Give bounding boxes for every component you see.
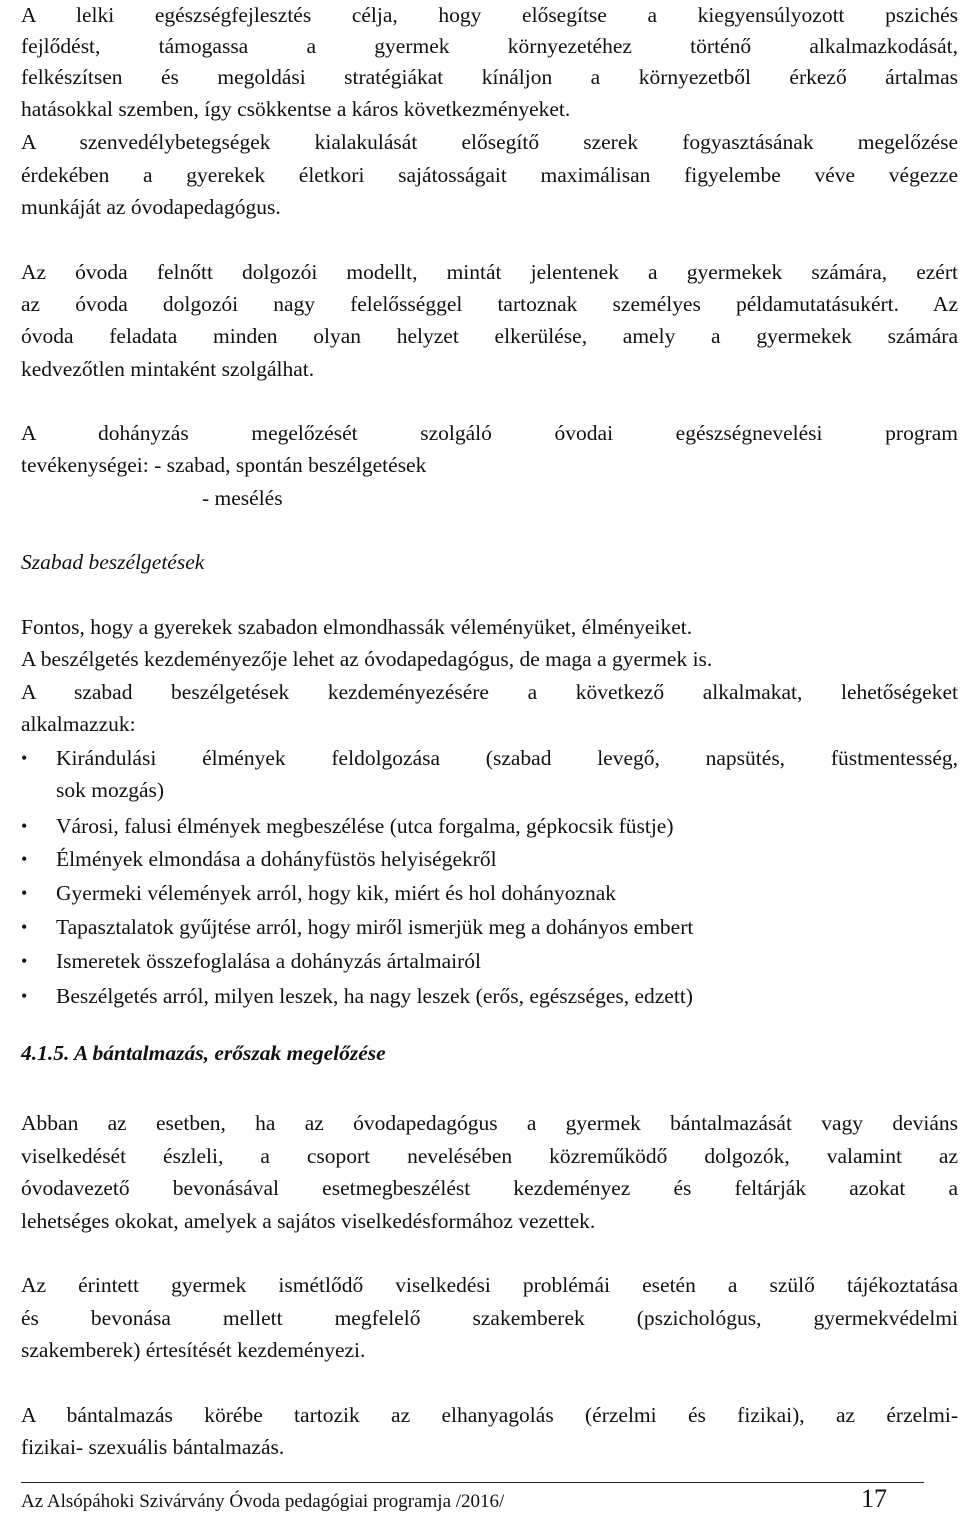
- bullet-marker: •: [21, 883, 28, 903]
- bullet-marker: •: [21, 748, 28, 768]
- list-item: Ismeretek összefoglalása a dohányzás ártalmairól: [56, 949, 482, 973]
- text-line: fizikai- szexuális bántalmazás.: [21, 1435, 285, 1459]
- list-item-continuation: sok mozgás): [56, 778, 165, 802]
- text-line: A lelki egészségfejlesztés célja, hogy elősegítse a kiegyensúlyozott pszichés: [21, 3, 958, 27]
- bullet-marker: •: [21, 816, 28, 836]
- footer-title: Az Alsópáhoki Szivárvány Óvoda pedagógiai programja /2016/: [21, 1491, 505, 1512]
- list-item: Élmények elmondása a dohányfüstös helyiségekről: [56, 847, 497, 871]
- text-line: Az érintett gyermek ismétlődő viselkedési problémái esetén a szülő tájékoztatása: [21, 1273, 958, 1297]
- page-number: 17: [861, 1484, 887, 1513]
- text-line: az óvoda dolgozói nagy felelősséggel tartoznak személyes példamutatásukért. Az: [21, 292, 958, 316]
- text-line: lehetséges okokat, amelyek a sajátos viselkedésformához vezettek.: [21, 1209, 596, 1233]
- bullet-marker: •: [21, 986, 28, 1006]
- text-line: szakemberek) értesítését kezdeményezi.: [21, 1338, 366, 1362]
- text-line: A szenvedélybetegségek kialakulását elősegítő szerek fogyasztásának megelőzése: [21, 130, 958, 154]
- list-item: Tapasztalatok gyűjtése arról, hogy miről ismerjük meg a dohányos embert: [56, 915, 694, 939]
- list-item: Kirándulási élmények feldolgozása (szabad levegő, napsütés, füstmentesség,: [56, 746, 958, 770]
- text-line: Fontos, hogy a gyerekek szabadon elmondhassák véleményüket, élményeiket.: [21, 615, 693, 639]
- section-heading: 4.1.5. A bántalmazás, erőszak megelőzése: [21, 1041, 386, 1065]
- text-line: A bántalmazás körébe tartozik az elhanyagolás (érzelmi és fizikai), az érzelmi-: [21, 1403, 958, 1427]
- text-line: A szabad beszélgetések kezdeményezésére a következő alkalmakat, lehetőségeket: [21, 680, 958, 704]
- subheading: Szabad beszélgetések: [21, 550, 205, 574]
- list-item: Városi, falusi élmények megbeszélése (utca forgalma, gépkocsik füstje): [56, 814, 674, 838]
- text-line: hatásokkal szemben, így csökkentse a káros következményeket.: [21, 97, 571, 121]
- bullet-marker: •: [21, 849, 28, 869]
- text-line: óvodavezető bevonásával esetmegbeszélést kezdeményez és feltárják azokat a: [21, 1176, 958, 1200]
- text-line: kedvezőtlen mintaként szolgálhat.: [21, 357, 315, 381]
- text-line: Az óvoda felnőtt dolgozói modellt, mintát jelentenek a gyermekek számára, ezért: [21, 260, 958, 284]
- text-line: Abban az esetben, ha az óvodapedagógus a gyermek bántalmazását vagy deviáns: [21, 1111, 958, 1135]
- text-line: fejlődést, támogassa a gyermek környezetéhez történő alkalmazkodását,: [21, 34, 958, 58]
- text-line: felkészítsen és megoldási stratégiákat kínáljon a környezetből érkező ártalmas: [21, 65, 958, 89]
- text-line: tevékenységei: - szabad, spontán beszélgetések: [21, 453, 427, 477]
- footer-divider: [21, 1482, 924, 1483]
- text-line: óvoda feladata minden olyan helyzet elkerülése, amely a gyermekek számára: [21, 324, 958, 348]
- text-line: A dohányzás megelőzését szolgáló óvodai egészségnevelési program: [21, 421, 958, 445]
- text-line: viselkedését észleli, a csoport nevelésében közreműködő dolgozók, valamint az: [21, 1144, 958, 1168]
- bullet-marker: •: [21, 917, 28, 937]
- list-item: Gyermeki vélemények arról, hogy kik, miért és hol dohányoznak: [56, 881, 617, 905]
- text-line: - mesélés: [202, 486, 283, 510]
- list-item: Beszélgetés arról, milyen leszek, ha nagy leszek (erős, egészséges, edzett): [56, 984, 693, 1008]
- text-line: munkáját az óvodapedagógus.: [21, 195, 281, 219]
- bullet-marker: •: [21, 951, 28, 971]
- text-line: és bevonása mellett megfelelő szakemberek (pszichológus, gyermekvédelmi: [21, 1306, 958, 1330]
- text-line: érdekében a gyerekek életkori sajátosságait maximálisan figyelembe véve végezze: [21, 163, 958, 187]
- text-line: alkalmazzuk:: [21, 712, 136, 736]
- text-line: A beszélgetés kezdeményezője lehet az óvodapedagógus, de maga a gyermek is.: [21, 647, 713, 671]
